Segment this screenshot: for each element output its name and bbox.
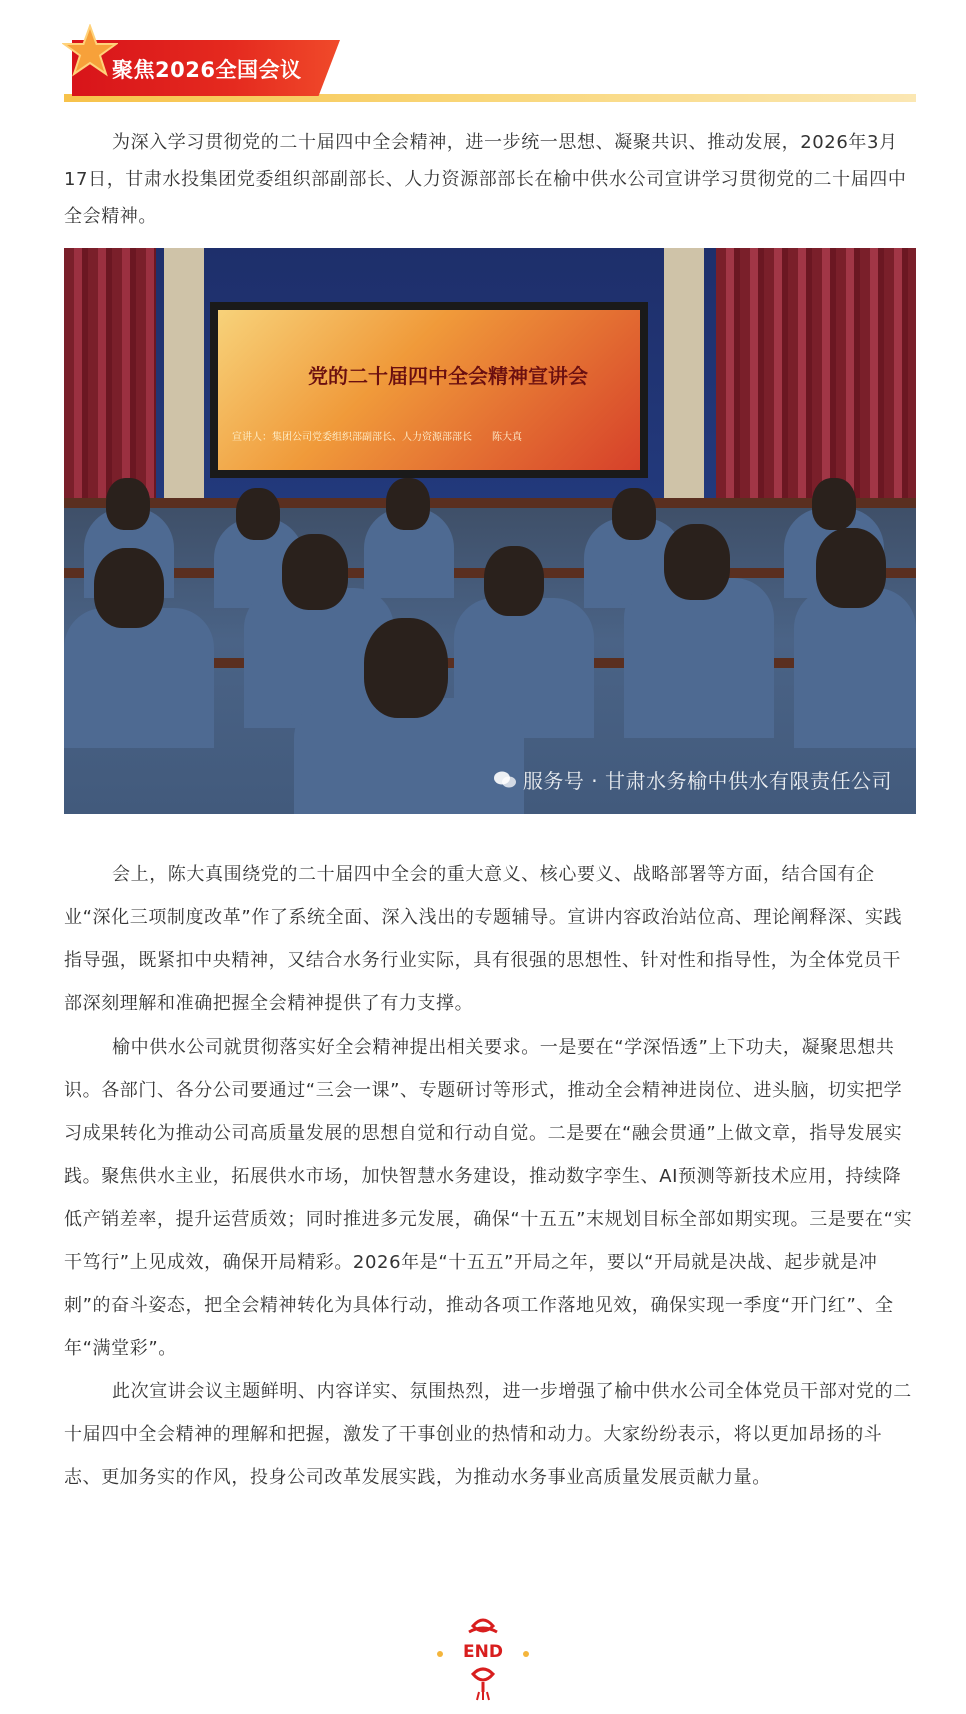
attendee-head (484, 546, 544, 616)
end-dot-left (437, 1651, 443, 1657)
attendee-head (816, 528, 886, 608)
attendee (624, 578, 774, 738)
end-mark (433, 1612, 533, 1702)
desk-row (64, 498, 916, 508)
body-paragraph-2: 会上，陈大真围绕党的二十届四中全会的重大意义、核心要义、战略部署等方面，结合国有企业“深化三项制度改革”作了系统全面、深入浅出的专题辅导。宣讲内容政治站位高、理论阐释深、实践指导强，既紧扣中央精神，又结合水务行业实际，具有很强的思想性、针对性和指导性，为全体党员干部深刻理解和准确把握全会精神提供了有力支撑。 (64, 864, 903, 1014)
attendee-head (612, 488, 656, 540)
screen-title: 党的二十届四中全会精神宣讲会 (308, 364, 588, 388)
end-label: END (463, 1642, 503, 1662)
watermark-text: 服务号 · 甘肃水务榆中供水有限责任公司 (522, 769, 892, 793)
attendee-head (236, 488, 280, 540)
attendee-head (106, 478, 150, 530)
body-paragraph-3: 榆中供水公司就贯彻落实好全会精神提出相关要求。一是要在“学深悟透”上下功夫，凝聚思想共识。各部门、各分公司要通过“三会一课”、专题研讨等形式，推动全会精神进岗位、进头脑，切实把学习成果转化为推动公司高质量发展的思想自觉和行动自觉。二是要在“融会贯通”上做文章，指导发展实践。聚焦供水主业，拓展供水市场，加快智慧水务建设，推动数字孪生、AI预测等新技术应用，持续降低产销差率，提升运营质效；同时推进多元发展，确保“十五五”末规划目标全部如期实现。三是要在“实干笃行”上见成效，确保开局精彩。2026年是“十五五”开局之年，要以“开局就是决战、起步就是冲刺”的奋斗姿态，把全会精神转化为具体行动，推动各项工作落地见效，确保实现一季度“开门红”、全年“满堂彩”。 (64, 1037, 913, 1359)
attendee-head (364, 618, 448, 718)
header-title: 聚焦2026全国会议 (112, 58, 302, 82)
photo-watermark (493, 765, 892, 794)
meeting-photo (64, 248, 916, 814)
star-icon (62, 24, 118, 80)
attendee-head (386, 478, 430, 530)
end-dot-right (523, 1651, 529, 1657)
attendee-head (812, 478, 856, 530)
wechat-icon (493, 770, 517, 790)
intro-paragraph: 为深入学习贯彻党的二十届四中全会精神，进一步统一思想、凝聚共识、推动发展，2026年3月17日，甘肃水投集团党委组织部副部长、人力资源部部长在榆中供水公司宣讲学习贯彻党的二十届四中全会精神。 (64, 132, 907, 227)
attendee-head (664, 524, 730, 600)
attendee-head (282, 534, 348, 610)
body-paragraph-4: 此次宣讲会议主题鲜明、内容详实、氛围热烈，进一步增强了榆中供水公司全体党员干部对党的二十届四中全会精神的理解和把握，激发了干事创业的热情和动力。大家纷纷表示，将以更加昂扬的斗志、更加务实的作风，投身公司改革发展实践，为推动水务事业高质量发展贡献力量。 (64, 1381, 912, 1488)
screen-subtitle: 宣讲人：集团公司党委组织部副部长、人力资源部部长 陈大真 (232, 432, 522, 443)
attendee-head (94, 548, 164, 628)
attendee (794, 588, 916, 748)
section-header (64, 24, 916, 104)
attendee (64, 608, 214, 748)
projection-screen (210, 302, 648, 478)
